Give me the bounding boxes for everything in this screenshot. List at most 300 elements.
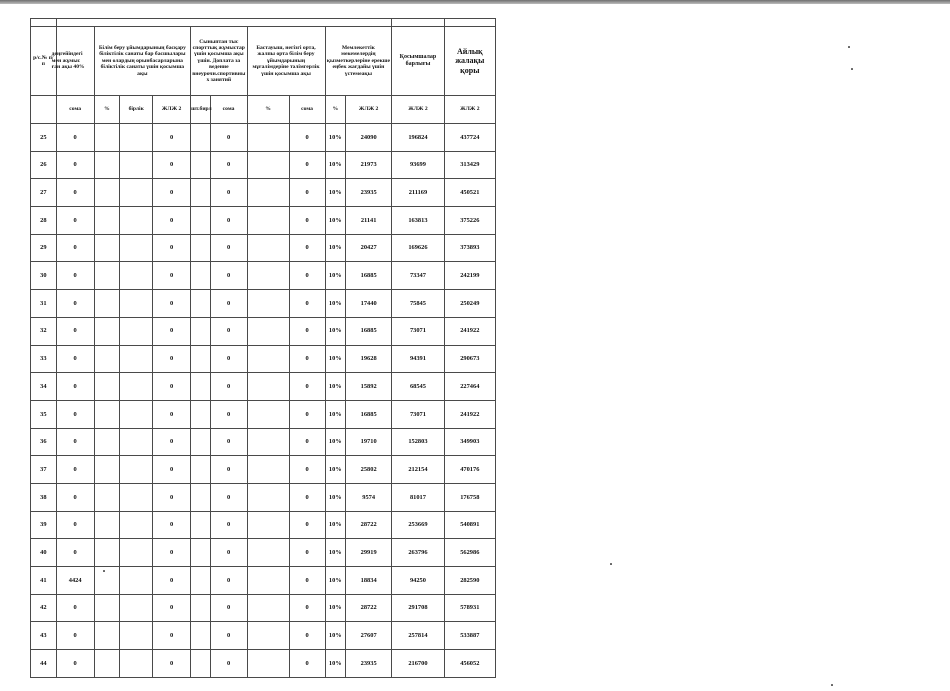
sport-amount-cell: 0 <box>210 567 247 595</box>
amount-cell: 0 <box>56 317 94 345</box>
school-mgmt-amount-cell: 0 <box>153 179 191 207</box>
teacher-amount-cell: 0 <box>289 567 325 595</box>
table-row <box>31 290 496 318</box>
teacher-amount-cell: 0 <box>289 428 325 456</box>
teacher-amount-cell: 0 <box>289 345 325 373</box>
empty-cell <box>247 124 289 152</box>
empty-cell <box>120 567 153 595</box>
monthly-fund-cell: 578931 <box>444 594 495 622</box>
salary-table <box>30 18 496 678</box>
table-row <box>31 650 496 678</box>
table-row <box>31 234 496 262</box>
empty-cell <box>94 345 120 373</box>
teacher-amount-cell: 0 <box>289 650 325 678</box>
table-row <box>31 400 496 428</box>
unit-cell: сома <box>289 96 325 124</box>
units-row <box>31 96 496 124</box>
empty-cell <box>120 290 153 318</box>
row-number-cell: 28 <box>31 207 57 235</box>
amount-cell: 0 <box>56 207 94 235</box>
cut-column-header-text: деңгейіндегі мен жұмыс ған ақы 40% <box>51 51 85 71</box>
state-percent-cell: 10% <box>325 622 346 650</box>
monthly-fund-cell: 241922 <box>444 400 495 428</box>
unit-cell: % <box>247 96 289 124</box>
state-percent-cell: 10% <box>325 345 346 373</box>
teacher-amount-cell: 0 <box>289 179 325 207</box>
empty-cell <box>191 622 211 650</box>
empty-cell <box>247 650 289 678</box>
empty-cell <box>191 317 211 345</box>
monthly-fund-cell: 437724 <box>444 124 495 152</box>
empty-cell <box>94 124 120 152</box>
row-number-cell: 42 <box>31 594 57 622</box>
scan-speck <box>848 46 850 48</box>
table-body <box>31 19 496 678</box>
school-mgmt-amount-cell: 0 <box>153 511 191 539</box>
amount-cell: 0 <box>56 622 94 650</box>
sport-amount-cell: 0 <box>210 262 247 290</box>
row-number-cell: 34 <box>31 373 57 401</box>
state-percent-cell: 10% <box>325 567 346 595</box>
state-percent-cell: 10% <box>325 234 346 262</box>
teacher-amount-cell: 0 <box>289 594 325 622</box>
row-number-cell: 35 <box>31 400 57 428</box>
unit-cell: ЖЛЖ 2 <box>153 96 191 124</box>
cut-column-header <box>51 27 94 96</box>
state-amount-cell: 27607 <box>346 622 392 650</box>
amount-cell: 0 <box>56 151 94 179</box>
empty-cell <box>247 594 289 622</box>
sport-amount-cell: 0 <box>210 207 247 235</box>
amount-cell: 0 <box>56 594 94 622</box>
monthly-fund-cell: 282590 <box>444 567 495 595</box>
state-amount-cell: 17440 <box>346 290 392 318</box>
total-allowances-cell: 73071 <box>392 400 444 428</box>
teacher-amount-cell: 0 <box>289 511 325 539</box>
empty-cell <box>120 622 153 650</box>
empty-cell <box>247 539 289 567</box>
monthly-fund-cell: 349903 <box>444 428 495 456</box>
sport-amount-cell: 0 <box>210 290 247 318</box>
unit-cell: ЖЛЖ 2 <box>392 96 444 124</box>
table-row <box>31 456 496 484</box>
total-allowances-cell: 94250 <box>392 567 444 595</box>
school-mgmt-amount-cell: 0 <box>153 290 191 318</box>
monthly-fund-cell: 470176 <box>444 456 495 484</box>
empty-cell <box>247 317 289 345</box>
empty-cell <box>94 539 120 567</box>
total-allowances-header: Қосымшалар барлығы <box>392 27 444 96</box>
empty-cell <box>191 511 211 539</box>
monthly-fund-cell: 242199 <box>444 262 495 290</box>
scan-speck <box>831 684 833 686</box>
state-amount-cell: 21141 <box>346 207 392 235</box>
empty-cell <box>191 290 211 318</box>
school-mgmt-amount-cell: 0 <box>153 207 191 235</box>
empty-cell <box>120 650 153 678</box>
monthly-fund-cell: 456052 <box>444 650 495 678</box>
amount-cell: 0 <box>56 290 94 318</box>
state-percent-cell: 10% <box>325 400 346 428</box>
state-percent-cell: 10% <box>325 456 346 484</box>
table-row <box>31 622 496 650</box>
empty-cell <box>120 456 153 484</box>
total-allowances-cell: 94391 <box>392 345 444 373</box>
empty-cell <box>120 317 153 345</box>
amount-cell: 0 <box>56 373 94 401</box>
state-percent-cell: 10% <box>325 290 346 318</box>
sport-amount-cell: 0 <box>210 428 247 456</box>
monthly-fund-cell: 540891 <box>444 511 495 539</box>
empty-cell <box>247 345 289 373</box>
table-row <box>31 373 496 401</box>
scanner-edge-bar <box>0 0 950 4</box>
amount-cell: 0 <box>56 345 94 373</box>
amount-cell: 0 <box>56 428 94 456</box>
sport-amount-cell: 0 <box>210 594 247 622</box>
row-number-header: р/с.№ п/п <box>31 27 57 96</box>
sport-amount-cell: 0 <box>210 650 247 678</box>
empty-cell <box>191 539 211 567</box>
teacher-amount-cell: 0 <box>289 373 325 401</box>
state-amount-cell: 16885 <box>346 262 392 290</box>
total-allowances-cell: 81017 <box>392 483 444 511</box>
empty-cell <box>94 179 120 207</box>
monthly-fund-cell: 375226 <box>444 207 495 235</box>
row-number-cell: 39 <box>31 511 57 539</box>
sport-amount-cell: 0 <box>210 511 247 539</box>
amount-cell: 0 <box>56 234 94 262</box>
empty-cell <box>94 567 120 595</box>
empty-cell <box>120 207 153 235</box>
teacher-amount-cell: 0 <box>289 234 325 262</box>
total-allowances-cell: 152803 <box>392 428 444 456</box>
row-number-cell: 38 <box>31 483 57 511</box>
empty-cell <box>120 511 153 539</box>
empty-cell <box>247 373 289 401</box>
empty-cell <box>94 650 120 678</box>
teacher-amount-cell: 0 <box>289 207 325 235</box>
empty-cell <box>94 207 120 235</box>
state-percent-cell: 10% <box>325 594 346 622</box>
school-mgmt-amount-cell: 0 <box>153 317 191 345</box>
total-allowances-cell: 163813 <box>392 207 444 235</box>
amount-cell: 0 <box>56 539 94 567</box>
state-institution-group-header: Мемлекеттік мекемелердің қызметкерлеріне ерекше еңбек жағдайы үшін үстемеақы <box>325 27 392 96</box>
state-amount-cell: 9574 <box>346 483 392 511</box>
table-row <box>31 151 496 179</box>
school-mgmt-amount-cell: 0 <box>153 428 191 456</box>
empty-cell <box>94 262 120 290</box>
school-mgmt-amount-cell: 0 <box>153 567 191 595</box>
state-percent-cell: 10% <box>325 539 346 567</box>
empty-cell <box>247 456 289 484</box>
total-allowances-cell: 169626 <box>392 234 444 262</box>
teacher-amount-cell: 0 <box>289 483 325 511</box>
monthly-fund-cell: 313429 <box>444 151 495 179</box>
empty-cell <box>191 456 211 484</box>
row-number-cell: 32 <box>31 317 57 345</box>
empty-cell <box>120 400 153 428</box>
amount-cell: 0 <box>56 456 94 484</box>
row-number-cell: 25 <box>31 124 57 152</box>
unit-cell: бірлік <box>120 96 153 124</box>
empty-cell <box>120 483 153 511</box>
amount-cell: 4424 <box>56 567 94 595</box>
sport-amount-cell: 0 <box>210 345 247 373</box>
row-number-cell: 29 <box>31 234 57 262</box>
teacher-amount-cell: 0 <box>289 317 325 345</box>
empty-cell <box>191 151 211 179</box>
empty-cell <box>94 290 120 318</box>
amount-cell: 0 <box>56 511 94 539</box>
sport-amount-cell: 0 <box>210 400 247 428</box>
amount-cell: 0 <box>56 262 94 290</box>
empty-cell <box>191 373 211 401</box>
school-mgmt-amount-cell: 0 <box>153 262 191 290</box>
empty-cell <box>94 456 120 484</box>
total-allowances-cell: 257814 <box>392 622 444 650</box>
school-mgmt-amount-cell: 0 <box>153 124 191 152</box>
empty-cell <box>120 539 153 567</box>
total-allowances-cell: 211169 <box>392 179 444 207</box>
monthly-fund-cell: 176758 <box>444 483 495 511</box>
empty-cell <box>120 151 153 179</box>
empty-cell <box>120 373 153 401</box>
empty-cell <box>247 234 289 262</box>
table-row <box>31 179 496 207</box>
empty-cell <box>191 345 211 373</box>
teacher-amount-cell: 0 <box>289 622 325 650</box>
table-row <box>31 511 496 539</box>
teacher-mentoring-group-header: Бастауыш, негізгі орта, жалпы орта білім беру ұйымдарының мұғалімдеріне тәлімгерлік үшін қосымша ақы <box>247 27 325 96</box>
scan-speck <box>851 68 853 70</box>
empty-cell <box>247 428 289 456</box>
state-amount-cell: 16885 <box>346 400 392 428</box>
total-allowances-cell: 196824 <box>392 124 444 152</box>
empty-cell <box>94 317 120 345</box>
state-amount-cell: 19710 <box>346 428 392 456</box>
row-number-cell: 33 <box>31 345 57 373</box>
empty-cell <box>191 400 211 428</box>
total-allowances-cell: 73071 <box>392 317 444 345</box>
sport-amount-cell: 0 <box>210 179 247 207</box>
unit-cell: ЖЛЖ 2 <box>444 96 495 124</box>
empty-cell <box>94 400 120 428</box>
state-percent-cell: 10% <box>325 151 346 179</box>
teacher-amount-cell: 0 <box>289 124 325 152</box>
empty-cell <box>94 483 120 511</box>
state-amount-cell: 16885 <box>346 317 392 345</box>
table-row <box>31 594 496 622</box>
scan-speck <box>610 563 612 565</box>
state-amount-cell: 28722 <box>346 511 392 539</box>
row-number-cell: 36 <box>31 428 57 456</box>
school-mgmt-amount-cell: 0 <box>153 622 191 650</box>
row-number-cell: 44 <box>31 650 57 678</box>
sport-amount-cell: 0 <box>210 234 247 262</box>
empty-cell <box>94 428 120 456</box>
empty-cell <box>191 483 211 511</box>
empty-cell <box>247 567 289 595</box>
state-amount-cell: 18834 <box>346 567 392 595</box>
total-allowances-cell: 73347 <box>392 262 444 290</box>
state-amount-cell: 24090 <box>346 124 392 152</box>
empty-cell <box>247 290 289 318</box>
amount-cell: 0 <box>56 483 94 511</box>
sport-amount-cell: 0 <box>210 456 247 484</box>
monthly-fund-cell: 450521 <box>444 179 495 207</box>
state-percent-cell: 10% <box>325 124 346 152</box>
teacher-amount-cell: 0 <box>289 262 325 290</box>
empty-cell <box>247 483 289 511</box>
row-number-cell: 31 <box>31 290 57 318</box>
school-mgmt-amount-cell: 0 <box>153 373 191 401</box>
sport-amount-cell: 0 <box>210 151 247 179</box>
table-row <box>31 317 496 345</box>
empty-cell <box>191 428 211 456</box>
school-mgmt-amount-cell: 0 <box>153 456 191 484</box>
unit-cell: сома <box>56 96 94 124</box>
school-mgmt-amount-cell: 0 <box>153 151 191 179</box>
teacher-amount-cell: 0 <box>289 151 325 179</box>
empty-cell <box>191 262 211 290</box>
monthly-fund-cell: 290673 <box>444 345 495 373</box>
school-mgmt-amount-cell: 0 <box>153 650 191 678</box>
state-percent-cell: 10% <box>325 262 346 290</box>
sport-amount-cell: 0 <box>210 622 247 650</box>
empty-cell <box>247 207 289 235</box>
sport-amount-cell: 0 <box>210 483 247 511</box>
sport-amount-cell: 0 <box>210 124 247 152</box>
teacher-amount-cell: 0 <box>289 400 325 428</box>
empty-cell <box>247 179 289 207</box>
state-amount-cell: 21973 <box>346 151 392 179</box>
row-number-cell: 30 <box>31 262 57 290</box>
row-number-cell: 27 <box>31 179 57 207</box>
row-number-cell: 41 <box>31 567 57 595</box>
empty-cell <box>120 345 153 373</box>
state-percent-cell: 10% <box>325 179 346 207</box>
monthly-fund-cell: 241922 <box>444 317 495 345</box>
empty-cell <box>94 151 120 179</box>
monthly-fund-cell: 533887 <box>444 622 495 650</box>
total-allowances-cell: 212154 <box>392 456 444 484</box>
monthly-fund-cell: 250249 <box>444 290 495 318</box>
state-percent-cell: 10% <box>325 428 346 456</box>
table-row <box>31 428 496 456</box>
state-amount-cell: 29919 <box>346 539 392 567</box>
top-filler-row <box>31 19 496 27</box>
empty-cell <box>94 234 120 262</box>
table-row <box>31 483 496 511</box>
school-mgmt-amount-cell: 0 <box>153 483 191 511</box>
state-percent-cell: 10% <box>325 650 346 678</box>
empty-cell <box>94 511 120 539</box>
state-percent-cell: 10% <box>325 483 346 511</box>
unit-cell: сома <box>210 96 247 124</box>
empty-cell <box>120 124 153 152</box>
school-mgmt-amount-cell: 0 <box>153 234 191 262</box>
sport-amount-cell: 0 <box>210 317 247 345</box>
empty-cell <box>191 594 211 622</box>
table-row <box>31 539 496 567</box>
state-percent-cell: 10% <box>325 511 346 539</box>
total-allowances-cell: 216700 <box>392 650 444 678</box>
total-allowances-cell: 68545 <box>392 373 444 401</box>
row-number-cell: 37 <box>31 456 57 484</box>
scan-speck <box>103 570 105 572</box>
state-amount-cell: 28722 <box>346 594 392 622</box>
unit-cell: % <box>94 96 120 124</box>
monthly-fund-cell: 373893 <box>444 234 495 262</box>
empty-cell <box>247 622 289 650</box>
group-header-row <box>31 27 496 96</box>
empty-cell <box>94 373 120 401</box>
table-row <box>31 262 496 290</box>
table-row <box>31 124 496 152</box>
unit-cell: шт.бирл <box>191 96 211 124</box>
state-amount-cell: 23935 <box>346 179 392 207</box>
empty-cell <box>191 234 211 262</box>
row-number-cell: 43 <box>31 622 57 650</box>
empty-cell <box>191 650 211 678</box>
school-management-group-header: Білім беру ұйымдарының басқару біліктілік санаты бар басшылары мен олардың орынбасарларына біліктілік санаты үшін қосымша ақы <box>94 27 190 96</box>
unit-cell: % <box>325 96 346 124</box>
total-allowances-cell: 291708 <box>392 594 444 622</box>
state-amount-cell: 25802 <box>346 456 392 484</box>
empty-cell <box>191 207 211 235</box>
table-row <box>31 207 496 235</box>
monthly-fund-header: Айлық жалақы қоры <box>444 27 495 96</box>
empty-cell <box>94 622 120 650</box>
empty-cell <box>247 511 289 539</box>
state-amount-cell: 20427 <box>346 234 392 262</box>
unit-cell: ЖЛЖ 2 <box>346 96 392 124</box>
state-amount-cell: 19628 <box>346 345 392 373</box>
sport-amount-cell: 0 <box>210 373 247 401</box>
empty-cell <box>191 179 211 207</box>
amount-cell: 0 <box>56 400 94 428</box>
teacher-amount-cell: 0 <box>289 456 325 484</box>
table-row <box>31 345 496 373</box>
sport-group-header: Сыныптан тыс спорттық жұмыстар үшін қосымша ақы үшін. Доплата за ведение внеурочн.спортивны х занятий <box>191 27 247 96</box>
empty-cell <box>94 594 120 622</box>
row-number-cell: 40 <box>31 539 57 567</box>
state-amount-cell: 15892 <box>346 373 392 401</box>
total-allowances-cell: 253669 <box>392 511 444 539</box>
school-mgmt-amount-cell: 0 <box>153 400 191 428</box>
school-mgmt-amount-cell: 0 <box>153 594 191 622</box>
empty-cell <box>247 151 289 179</box>
empty-cell <box>120 594 153 622</box>
empty-cell <box>120 234 153 262</box>
sport-amount-cell: 0 <box>210 539 247 567</box>
school-mgmt-amount-cell: 0 <box>153 539 191 567</box>
amount-cell: 0 <box>56 179 94 207</box>
row-number-cell: 26 <box>31 151 57 179</box>
state-percent-cell: 10% <box>325 317 346 345</box>
salary-table-sheet <box>30 18 496 667</box>
state-amount-cell: 23935 <box>346 650 392 678</box>
teacher-amount-cell: 0 <box>289 290 325 318</box>
amount-cell: 0 <box>56 124 94 152</box>
total-allowances-cell: 263796 <box>392 539 444 567</box>
empty-cell <box>120 179 153 207</box>
state-percent-cell: 10% <box>325 373 346 401</box>
total-allowances-cell: 93699 <box>392 151 444 179</box>
state-percent-cell: 10% <box>325 207 346 235</box>
